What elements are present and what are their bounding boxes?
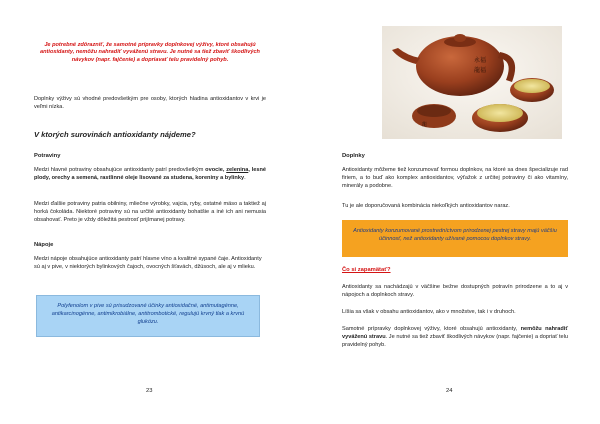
right-page xyxy=(300,0,600,424)
remember-paragraph-1: Antioxidanty sa nachádzajú v väčšine bežne dostupných potravín prirodzene a to aj v nápojoch a doplnkoch stravy. xyxy=(342,284,568,298)
polyfenol-info-text: Polyfenolom v pive sú prisudzované účinky antioxidačné, antimutagénne, antikarcinogénne, antimikrobiálne, antitrombotické, regulujú krvný tlak a krvnú glukózu. xyxy=(51,303,245,325)
svg-text:龍: 龍 xyxy=(422,122,428,128)
svg-text:永福: 永福 xyxy=(474,57,487,64)
polyfenol-info-box xyxy=(36,295,260,337)
intro-paragraph: Doplnky výživy sú vhodné predovšetkým pre osoby, ktorých hladina antioxidantov v krvi je veľmi nízka. xyxy=(34,96,266,110)
remember-title: Čo si zapamätať? xyxy=(342,267,391,273)
remember-paragraph-3: Samotné prípravky doplnkovej výživy, ktoré obsahujú antioxidanty, nemôžu nahradiť vyváženú stravu. Je nutné sa tiež zbaviť škodlivých návykov (napr. fajčenie) a dopriať telu pravidelný pohyb. xyxy=(342,326,568,348)
page-number-right: 24 xyxy=(446,388,453,394)
potraviny-title: Potraviny xyxy=(34,153,61,159)
doplnky-title: Doplnky xyxy=(342,153,365,159)
napoje-paragraph: Medzi nápoje obsahujúce antioxidanty patrí hlavne víno a kvalitné sypané čaje. Antioxidanty sú aj v pive, v niektorých bylinkových čajoch, ovocných šťavách, džúsoch, ale aj v mlieku. xyxy=(34,256,262,270)
tea-set-photo xyxy=(382,26,562,139)
svg-text:龍福: 龍福 xyxy=(474,67,487,74)
potraviny-paragraph-1: Medzi hlavné potraviny obsahujúce antioxidanty patrí predovšetkým ovocie, zelenina, lesné plody, orechy a semená, rastlinné oleje lisované za studena, koreniny a bylinky. xyxy=(34,167,266,181)
teapot-icon xyxy=(382,26,562,139)
remember-paragraph-2: Líšia sa však v obsahu antioxidantov, ako v množstve, tak i v druhoch. xyxy=(342,309,516,315)
napoje-title: Nápoje xyxy=(34,242,54,248)
potraviny-paragraph-2: Medzi ďalšie potraviny patria obilniny, mliečne výrobky, vajcia, ryby, ostatné mäso a taktiež aj horká čokoláda. Niektoré potraviny sú na určité antioxidanty bohatšie a iné ich ani nemusia obsahovať. Preto je vždy dôležitá pestrosť prijímanej potravy. xyxy=(34,201,266,223)
section-heading: V ktorých surovinách antioxidanty nájdeme? xyxy=(34,130,196,139)
orange-info-text: Antioxidanty konzumované prostredníctvom prirodzenej pestrej stravy majú väčšiu účinnosť, než antioxidanty užívané pomocou doplnkov stravy. xyxy=(353,228,557,242)
warning-note: Je potrebné zdôrazniť, že samotné prípravky doplnkovej výživy, ktoré obsahujú antioxidanty, nemôžu nahradiť vyváženú stravu. Je nutné sa tiež zbaviť škodlivých návykov (napr. fajčenie) a dopriavať telu pravidelný pohyb. xyxy=(40,41,260,64)
page-number-left: 23 xyxy=(146,388,153,394)
doplnky-paragraph-2: Tu je ale doporučovaná kombinácia niekoľkých antioxidantov naraz. xyxy=(342,203,510,209)
orange-info-box xyxy=(342,220,568,257)
doplnky-paragraph: Antioxidanty môžeme tiež konzumovať formou doplnkov, na ktoré sa dnes špecializuje rad firiem, a to buď ako komplex antioxidantov, výťažok z určitej potraviny či ako vitamíny, minerály a podobne. xyxy=(342,167,568,189)
